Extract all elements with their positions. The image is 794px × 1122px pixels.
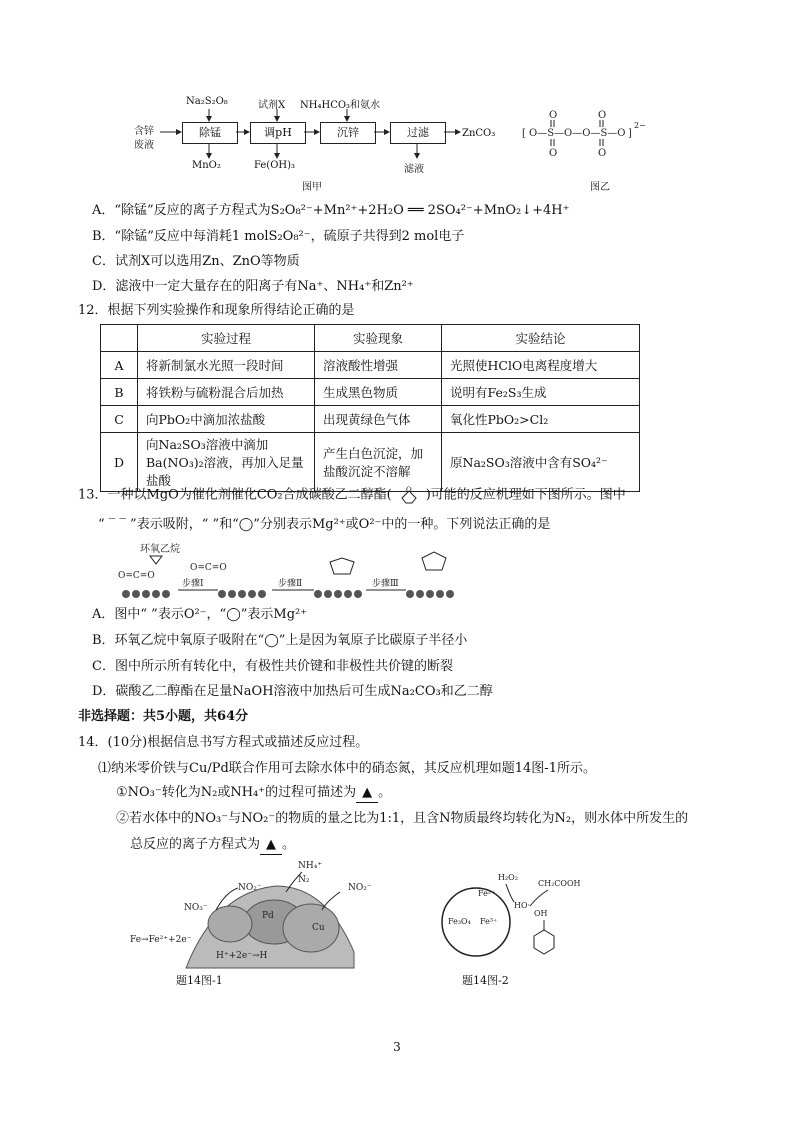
step-precipitate-zn: 沉锌 (320, 122, 376, 144)
byproduct-mno2: MnO₂ (192, 160, 221, 171)
q14-sub1 (116, 784, 391, 803)
table-row (101, 406, 640, 433)
fig1-no2a-label: NO₂⁻ (238, 883, 262, 893)
table-row (101, 433, 640, 492)
section-heading: 非选择题：共5小题，共64分 (78, 709, 249, 724)
q14-sub1-end: 。 (378, 785, 392, 800)
q13-option-c: C．图中所示所有转化中，有极性共价键和非极性共价键的断裂 (92, 659, 453, 674)
q14-stem: 14．(10分)根据信息书写方程式或描述反应过程。 (78, 735, 369, 750)
table-cell: 产生白色沉淀，加盐酸沉淀不溶解 (315, 433, 442, 492)
product-znco3: ZnCO₃ (462, 128, 496, 139)
table-cell: 向PbO₂中滴加浓盐酸 (138, 406, 315, 433)
fig1-no2b-label: NO₂⁻ (348, 883, 372, 893)
q13-option-b: B．环氧乙烷中氧原子吸附在“◯”上是因为氧原子比碳原子半径小 (92, 633, 468, 648)
fig2-h2o2-label: H₂O₂ (498, 873, 518, 882)
caption-fig-b: 图乙 (590, 182, 610, 193)
answer-blank[interactable]: ▲ (356, 784, 378, 803)
svg-text:]: ] (628, 128, 632, 139)
table-header-row (101, 325, 640, 352)
fig2-ho-label: HO· (514, 901, 531, 910)
table-cell: 氧化性PbO₂>Cl₂ (442, 406, 640, 433)
input-label-1: 含锌 (134, 126, 154, 137)
fig2-caption: 题14图-2 (462, 974, 509, 987)
svg-text:O: O (549, 148, 558, 159)
q11-option-b: B．“除锰”反应中每消耗1 molS₂O₈²⁻，硫原子共得到2 mol电子 (92, 229, 465, 244)
ethylene-carbonate-icon (392, 486, 426, 504)
q12-table (100, 324, 640, 492)
q14-sub2-line1: ②若水体中的NO₃⁻与NO₂⁻的物质的量之比为1:1，且含N物质最终均转化为N₂，则水体中所发生的 (116, 811, 689, 826)
q13-stem-line2: “ ‾ ‾ ”表示吸附，“ ”和“◯”分别表示Mg²⁺或O²⁻中的一种。下列说法正确的是 (98, 517, 551, 532)
q14-sub2-end: 。 (282, 837, 296, 852)
q13-stem-part2: )可能的反应机理如下图所示。图中 (425, 487, 626, 503)
table-cell: 向Na₂SO₃溶液中滴加Ba(NO₃)₂溶液，再加入足量盐酸 (138, 433, 315, 492)
page-number: 3 (393, 1040, 401, 1054)
caption-fig-a: 图甲 (302, 182, 322, 193)
q14-sub2-text: 总反应的离子方程式为 (130, 837, 261, 852)
figure-14-1 (126, 852, 376, 970)
table-cell: 生成黑色物质 (315, 379, 442, 406)
table-header-cell: 实验过程 (138, 325, 315, 352)
answer-blank[interactable]: ▲ (260, 836, 282, 855)
fig2-fe3-label: Fe³⁺ (480, 917, 498, 926)
fig1-no3-label: NO₃⁻ (184, 903, 208, 913)
flowchart-arrows (0, 0, 794, 200)
input-label-2: 废液 (134, 140, 154, 151)
q14-part1: ⑴纳米零价铁与Cu/Pd联合作用可去除水体中的硝态氮，其反应机理如题14图-1所示。 (98, 761, 596, 776)
fig1-pd-label: Pd (262, 911, 274, 921)
table-cell: 说明有Fe₂S₃生成 (442, 379, 640, 406)
step-2-label: 步骤Ⅱ (278, 579, 303, 589)
table-cell: B (101, 379, 138, 406)
peroxodisulfate-structure (522, 110, 646, 159)
step-adjust-ph: 调pH (250, 122, 306, 144)
byproduct-filtrate: 滤液 (404, 164, 424, 175)
svg-text:O: O (598, 110, 607, 121)
fig2-fe2-label: Fe²⁺ (478, 889, 496, 898)
co2-label-2: O=C=O (190, 563, 227, 573)
table-row (101, 352, 640, 379)
svg-text:O: O (598, 148, 607, 159)
table-cell: 将新制氯水光照一段时间 (138, 352, 315, 379)
svg-text:O: O (405, 486, 412, 494)
table-cell: C (101, 406, 138, 433)
svg-text:2−: 2− (634, 121, 646, 130)
q12-stem: 12．根据下列实验操作和现象所得结论正确的是 (78, 303, 355, 318)
q13-option-d: D．碳酸乙二醇酯在足量NaOH溶液中加热后可生成Na₂CO₃和乙二醇 (92, 684, 493, 699)
fig1-caption: 题14图-1 (176, 974, 223, 987)
byproduct-feoh3: Fe(OH)₃ (254, 160, 296, 171)
step-3-label: 步骤Ⅲ (372, 579, 399, 589)
reagent-nh4hco3: NH₄HCO₃和氨水 (300, 100, 381, 111)
table-cell: 光照使HClO电离程度增大 (442, 352, 640, 379)
svg-text:[: [ (522, 128, 526, 139)
co2-label: O=C=O (118, 571, 155, 581)
table-header-cell: 实验现象 (315, 325, 442, 352)
q13-stem-part1: 13．一种以MgO为催化剂催化CO₂合成碳酸乙二醇酯( (78, 487, 392, 503)
table-cell: 将铁粉与硫粉混合后加热 (138, 379, 315, 406)
q11-option-d: D．滤液中一定大量存在的阳离子有Na⁺、NH₄⁺和Zn²⁺ (92, 279, 414, 294)
epoxide-label: 环氧乙烷 (140, 544, 180, 555)
table-cell: 出现黄绿色气体 (315, 406, 442, 433)
q13-mechanism-diagram (110, 540, 470, 602)
table-header-cell: 实验结论 (442, 325, 640, 352)
q13-option-a: A．图中“ ”表示O²⁻，“◯”表示Mg²⁺ (92, 607, 308, 622)
table-cell: 原Na₂SO₃溶液中含有SO₄²⁻ (442, 433, 640, 492)
fig1-cu-label: Cu (312, 923, 325, 933)
step-remove-mn: 除锰 (182, 122, 238, 144)
fig1-fe-label: Fe→Fe²⁺+2e⁻ (130, 935, 192, 945)
step-1-label: 步骤Ⅰ (182, 579, 204, 589)
fig2-acid-label: CH₂COOH (538, 879, 581, 888)
fig1-nh4-label: NH₄⁺ (298, 861, 323, 871)
table-header-cell (101, 325, 138, 352)
svg-text:O—S—O—O—S—O: O—S—O—O—S—O (529, 128, 626, 139)
figure-14-2 (438, 866, 598, 972)
step-filter: 过滤 (390, 122, 446, 144)
q11-option-a: A．“除锰”反应的离子方程式为S₂O₈²⁻+Mn²⁺+2H₂O ══ 2SO₄²⁻+MnO₂↓+4H⁺ (92, 203, 570, 218)
table-cell: 溶液酸性增强 (315, 352, 442, 379)
reagent-na2s2o8: Na₂S₂O₈ (186, 96, 228, 107)
table-row (101, 379, 640, 406)
table-cell: D (101, 433, 138, 492)
q14-sub1-text: ①NO₃⁻转化为N₂或NH₄⁺的过程可描述为 (116, 785, 357, 800)
q13-stem-line1 (78, 486, 626, 505)
reagent-x: 试剂X (258, 100, 286, 111)
fig2-oh-label: OH (534, 909, 548, 918)
svg-text:O: O (549, 110, 558, 121)
fig1-n2-label: N₂ (298, 875, 310, 885)
q11-option-c: C．试剂X可以选用Zn、ZnO等物质 (92, 254, 300, 269)
table-cell: A (101, 352, 138, 379)
fig2-fe3o4-label: Fe₃O₄ (448, 917, 471, 926)
fig1-h-label: H⁺+2e⁻→H (216, 951, 268, 961)
